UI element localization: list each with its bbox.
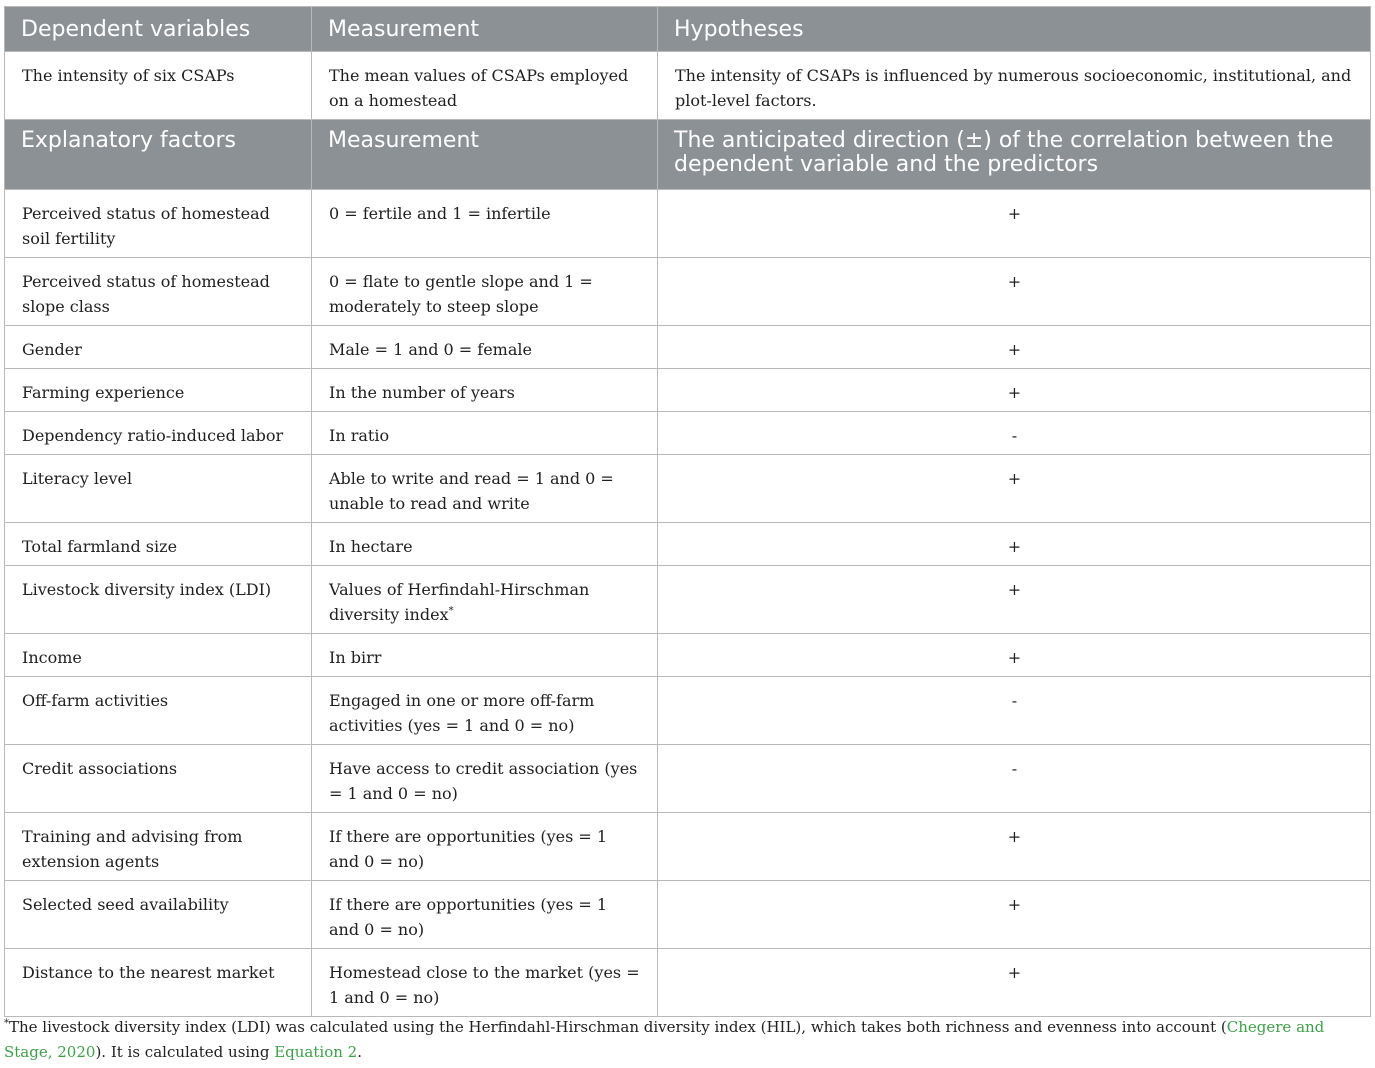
table-row xyxy=(5,412,1371,455)
table-row xyxy=(5,455,1371,523)
equation-link[interactable]: Equation 2 xyxy=(274,1043,358,1061)
factor-cell: Total farmland size xyxy=(5,523,312,566)
measurement-cell: If there are opportunities (yes = 1 and 0 = no) xyxy=(312,813,658,881)
table-row xyxy=(5,190,1371,258)
table-row xyxy=(5,634,1371,677)
table-footnote xyxy=(4,1015,1372,1065)
header-measurement: Measurement xyxy=(312,7,658,52)
direction-cell: + xyxy=(658,566,1371,634)
table-row xyxy=(5,881,1371,949)
direction-cell: + xyxy=(658,326,1371,369)
factor-cell: Perceived status of homestead soil fertility xyxy=(5,190,312,258)
direction-cell: - xyxy=(658,412,1371,455)
measurement-cell: Male = 1 and 0 = female xyxy=(312,326,658,369)
footnote-marker: * xyxy=(448,605,454,617)
measurement-cell: Able to write and read = 1 and 0 = unable to read and write xyxy=(312,455,658,523)
measurement-cell xyxy=(312,566,658,634)
direction-cell: + xyxy=(658,949,1371,1017)
measurement-text: Values of Herfindahl-Hirschman diversity index xyxy=(329,580,590,624)
header-row-dependent xyxy=(5,7,1371,52)
factor-cell: Perceived status of homestead slope class xyxy=(5,258,312,326)
table-row xyxy=(5,369,1371,412)
direction-cell: - xyxy=(658,677,1371,745)
direction-cell: - xyxy=(658,745,1371,813)
header-measurement-2: Measurement xyxy=(312,120,658,190)
factor-cell: Training and advising from extension agents xyxy=(5,813,312,881)
footnote-text-end: . xyxy=(357,1043,362,1061)
measurement-cell: If there are opportunities (yes = 1 and 0 = no) xyxy=(312,881,658,949)
table-row xyxy=(5,677,1371,745)
factor-cell: Gender xyxy=(5,326,312,369)
measurement-cell: 0 = fertile and 1 = infertile xyxy=(312,190,658,258)
table-row xyxy=(5,326,1371,369)
footnote-text: The livestock diversity index (LDI) was calculated using the Herfindahl-Hirschman diversity index (HIL), which takes both richness and evenness into account ( xyxy=(9,1018,1227,1036)
factor-cell: Distance to the nearest market xyxy=(5,949,312,1017)
header-row-explanatory xyxy=(5,120,1371,190)
factor-cell: Credit associations xyxy=(5,745,312,813)
table-row xyxy=(5,949,1371,1017)
measurement-cell: Have access to credit association (yes = 1 and 0 = no) xyxy=(312,745,658,813)
direction-cell: + xyxy=(658,634,1371,677)
measurement-cell: In ratio xyxy=(312,412,658,455)
dependent-variable-row xyxy=(5,52,1371,120)
citation-link[interactable]: Chegere and Stage, 2020 xyxy=(4,1018,1325,1061)
factor-cell: Dependency ratio-induced labor xyxy=(5,412,312,455)
table-row xyxy=(5,566,1371,634)
measurement-cell: Homestead close to the market (yes = 1 and 0 = no) xyxy=(312,949,658,1017)
direction-cell: + xyxy=(658,813,1371,881)
direction-cell: + xyxy=(658,455,1371,523)
variables-table xyxy=(4,6,1371,1017)
direction-cell: + xyxy=(658,881,1371,949)
table-row xyxy=(5,523,1371,566)
measurement-cell: Engaged in one or more off-farm activities (yes = 1 and 0 = no) xyxy=(312,677,658,745)
dependent-hypothesis-cell: The intensity of CSAPs is influenced by numerous socioeconomic, institutional, and plot-level factors. xyxy=(658,52,1371,120)
table-row xyxy=(5,813,1371,881)
header-dependent-variables: Dependent variables xyxy=(5,7,312,52)
measurement-cell: In birr xyxy=(312,634,658,677)
dependent-variable-cell: The intensity of six CSAPs xyxy=(5,52,312,120)
direction-cell: + xyxy=(658,369,1371,412)
factor-cell: Off-farm activities xyxy=(5,677,312,745)
table-row xyxy=(5,258,1371,326)
header-anticipated-direction: The anticipated direction (±) of the correlation between the dependent variable and the predictors xyxy=(658,120,1371,190)
header-explanatory-factors: Explanatory factors xyxy=(5,120,312,190)
direction-cell: + xyxy=(658,523,1371,566)
footnote-marker: * xyxy=(4,1018,9,1029)
direction-cell: + xyxy=(658,258,1371,326)
factor-cell: Livestock diversity index (LDI) xyxy=(5,566,312,634)
measurement-cell: 0 = flate to gentle slope and 1 = moderately to steep slope xyxy=(312,258,658,326)
measurement-cell: In the number of years xyxy=(312,369,658,412)
direction-cell: + xyxy=(658,190,1371,258)
footnote-text-middle: ). It is calculated using xyxy=(95,1043,275,1061)
dependent-measurement-cell: The mean values of CSAPs employed on a homestead xyxy=(312,52,658,120)
factor-cell: Farming experience xyxy=(5,369,312,412)
factor-cell: Selected seed availability xyxy=(5,881,312,949)
factor-cell: Income xyxy=(5,634,312,677)
variables-table-container xyxy=(4,6,1370,1017)
table-row xyxy=(5,745,1371,813)
measurement-cell: In hectare xyxy=(312,523,658,566)
header-hypotheses: Hypotheses xyxy=(658,7,1371,52)
factor-cell: Literacy level xyxy=(5,455,312,523)
